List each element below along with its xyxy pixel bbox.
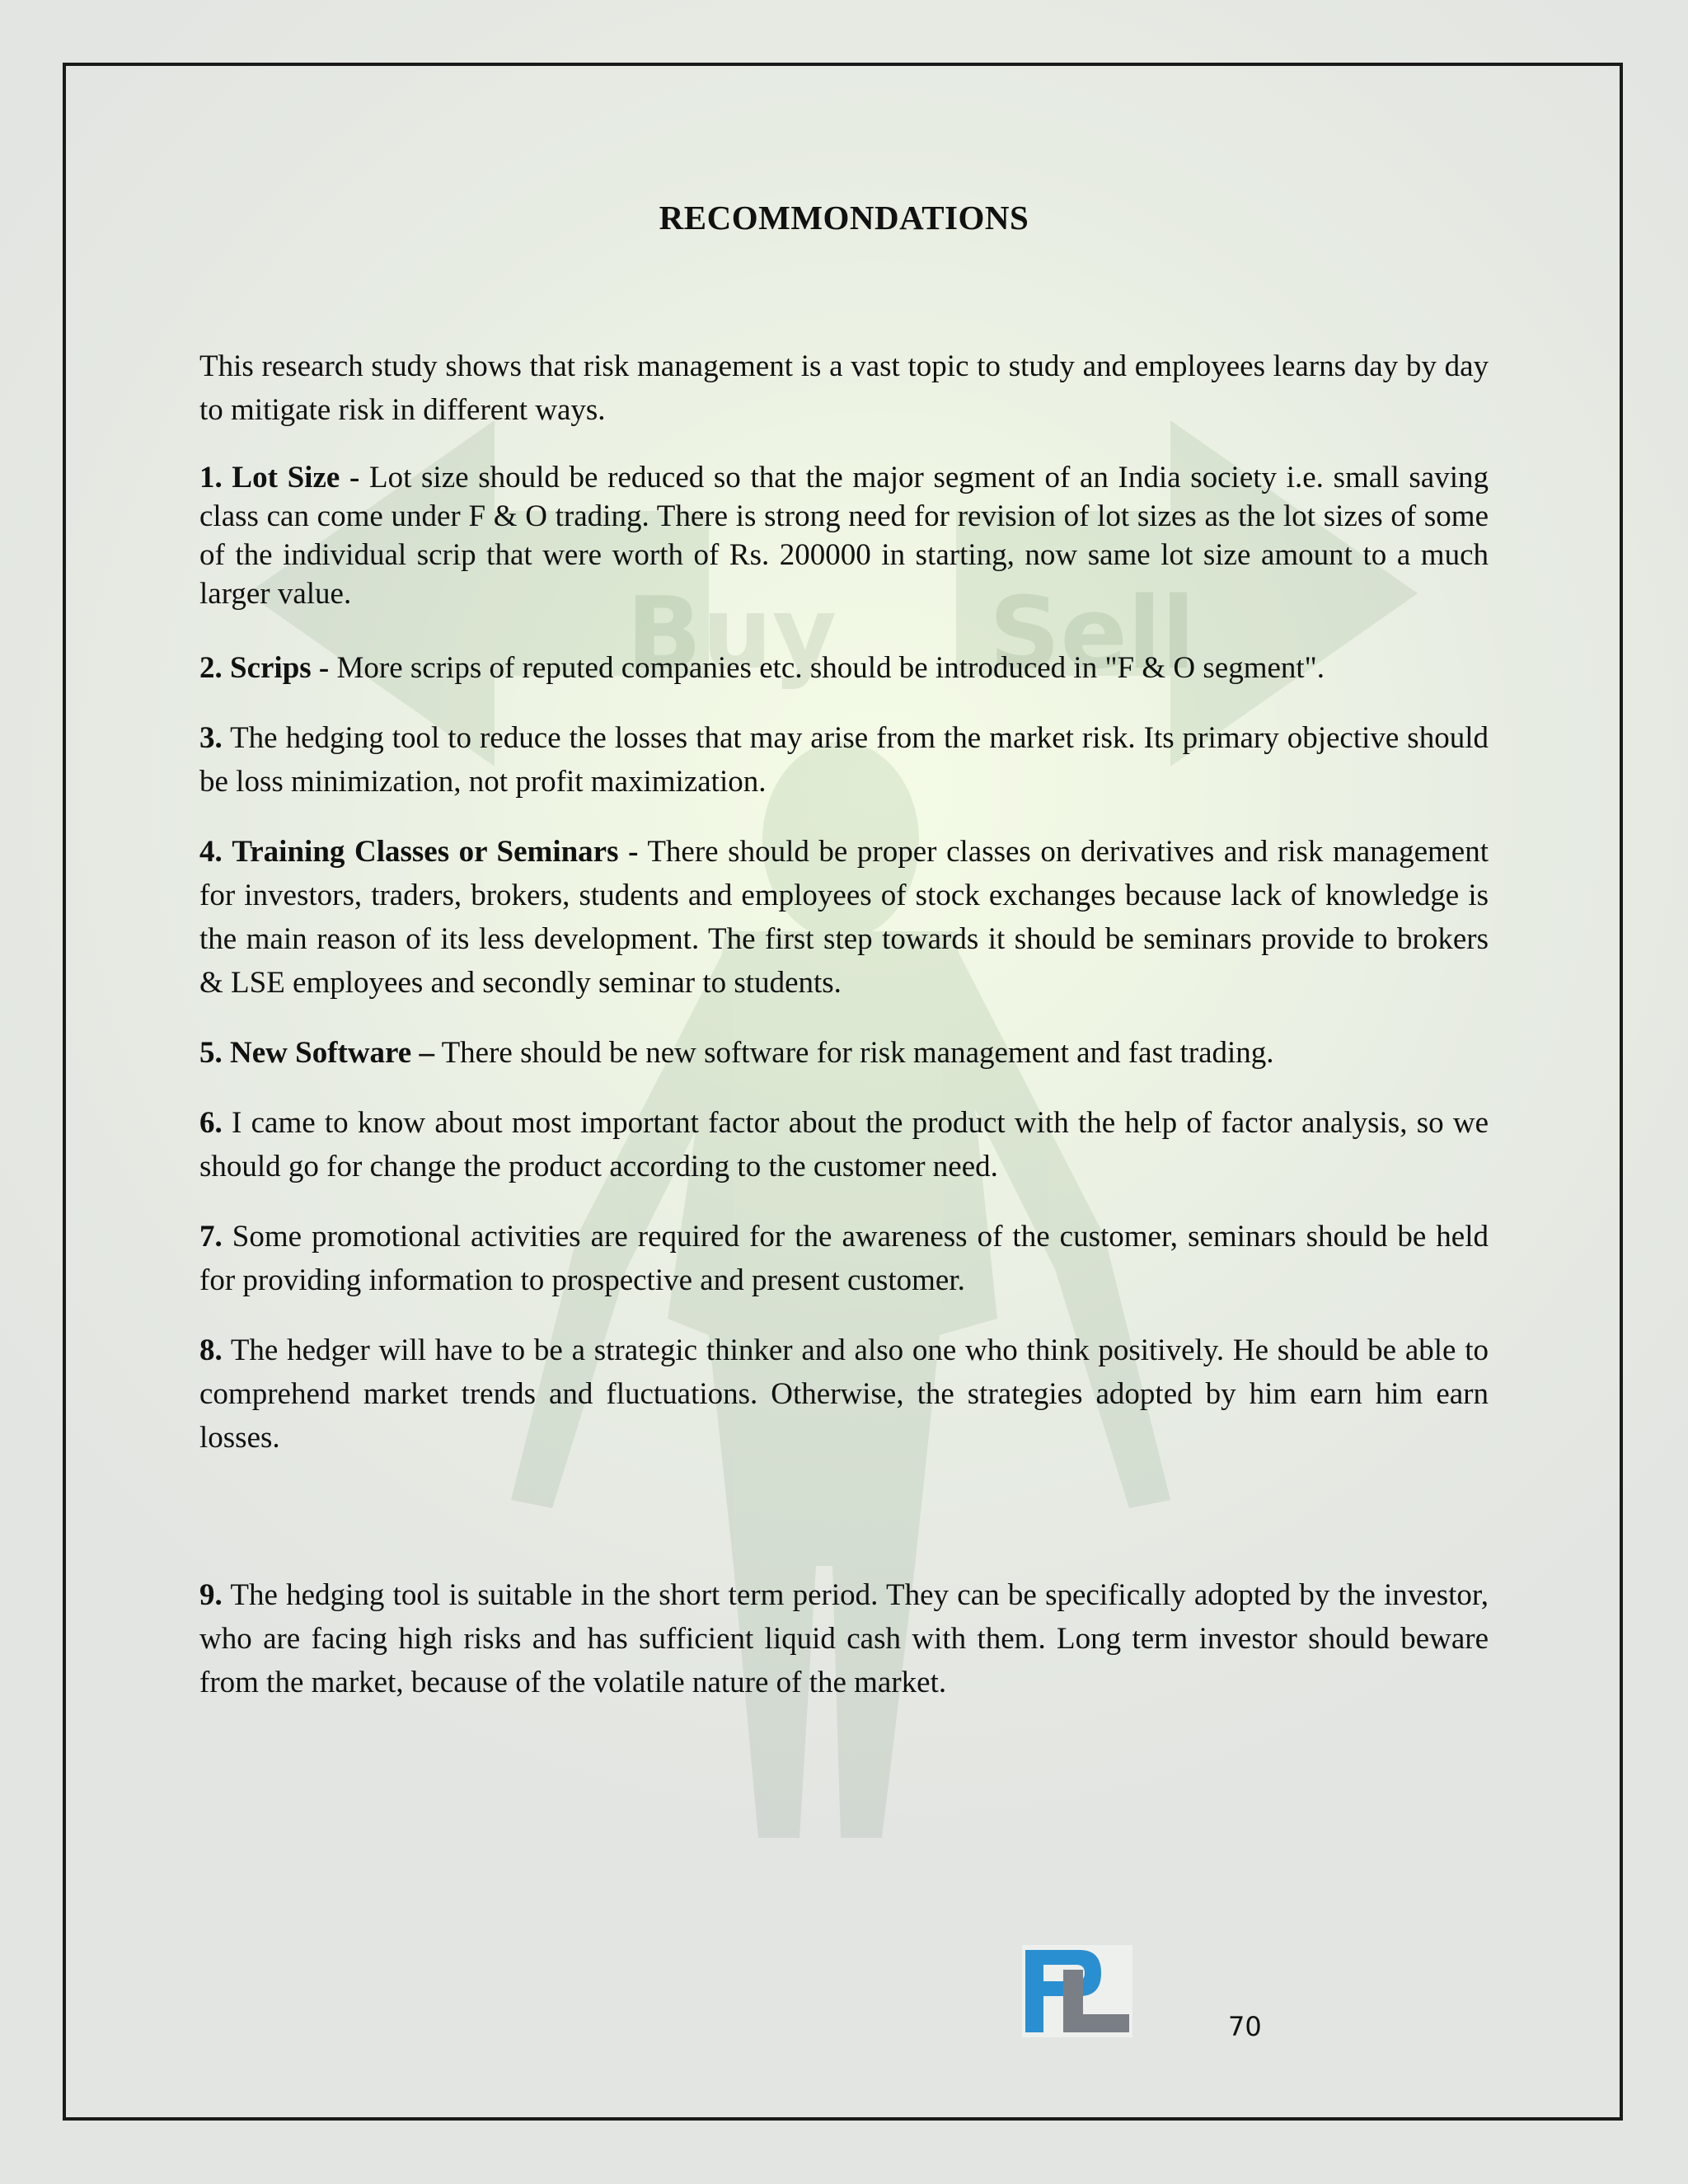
item-text: Some promotional activities are required for the awareness of the customer, seminars should be held for providing information to prospective and present customer. — [199, 1220, 1489, 1297]
item-number: 3. — [199, 721, 223, 755]
recommendation-item-9 — [199, 1573, 1489, 1704]
vertical-spacer — [199, 1486, 1489, 1573]
item-heading: Lot Size - — [232, 461, 360, 494]
item-heading: New Software – — [230, 1036, 434, 1070]
recommendation-item-7 — [199, 1215, 1489, 1302]
item-text: The hedging tool to reduce the losses that may arise from the market risk. Its primary objective should be loss minimization, not profit maximization. — [199, 721, 1489, 799]
recommendation-item-1 — [199, 458, 1489, 613]
item-number: 7. — [199, 1220, 223, 1254]
item-number: 6. — [199, 1106, 223, 1140]
item-text: I came to know about most important factor about the product with the help of factor analysis, so we should go for change the product according to the customer need. — [199, 1106, 1489, 1183]
pl-logo-icon — [1022, 1945, 1132, 2037]
intro-paragraph: This research study shows that risk management is a vast topic to study and employees learns day by day to mitigate risk in different ways. — [199, 349, 1489, 427]
item-number: 4. — [199, 835, 223, 869]
recommendation-item-4 — [199, 830, 1489, 1005]
item-text: The hedger will have to be a strategic thinker and also one who think positively. He should be able to comprehend market trends and fluctuations. Otherwise, the strategies adopted by him earn him earn losses. — [199, 1333, 1489, 1455]
page-number: 70 — [1228, 2011, 1262, 2042]
item-text: The hedging tool is suitable in the short term period. They can be specifically adopted by the investor, who are facing high risks and has sufficient liquid cash with them. Long term investor should beware from the market, because of the volatile nature of the market. — [199, 1578, 1489, 1699]
recommendation-item-3 — [199, 716, 1489, 804]
document-body — [199, 344, 1489, 1731]
item-number: 8. — [199, 1333, 223, 1367]
item-heading: Training Classes or Seminars - — [232, 835, 639, 869]
item-number: 1. — [199, 461, 223, 494]
item-number: 5. — [199, 1036, 223, 1070]
item-text: More scrips of reputed companies etc. should be introduced in "F & O segment". — [336, 651, 1325, 685]
item-heading: Scrips - — [230, 651, 330, 685]
item-number: 9. — [199, 1578, 223, 1612]
item-text: There should be new software for risk management and fast trading. — [441, 1036, 1274, 1070]
page-title: RECOMMONDATIONS — [659, 199, 1029, 237]
recommendation-item-8 — [199, 1329, 1489, 1460]
item-text: Lot size should be reduced so that the major segment of an India society i.e. small saving class can come under F & O trading. There is strong need for revision of lot sizes as the lot sizes of some of the individual scrip that were worth of Rs. 200000 in starting, now same lot size amount to a much larger value. — [199, 461, 1489, 611]
recommendation-item-2 — [199, 646, 1489, 690]
recommendation-item-5 — [199, 1031, 1489, 1075]
item-text: There should be proper classes on derivatives and risk management for investors, traders, brokers, students and employees of stock exchanges because lack of knowledge is the main reason of its less development. The first step towards it should be seminars provide to brokers & LSE employees and secondly seminar to students. — [199, 835, 1489, 1000]
item-number: 2. — [199, 651, 223, 685]
recommendation-item-6 — [199, 1101, 1489, 1188]
